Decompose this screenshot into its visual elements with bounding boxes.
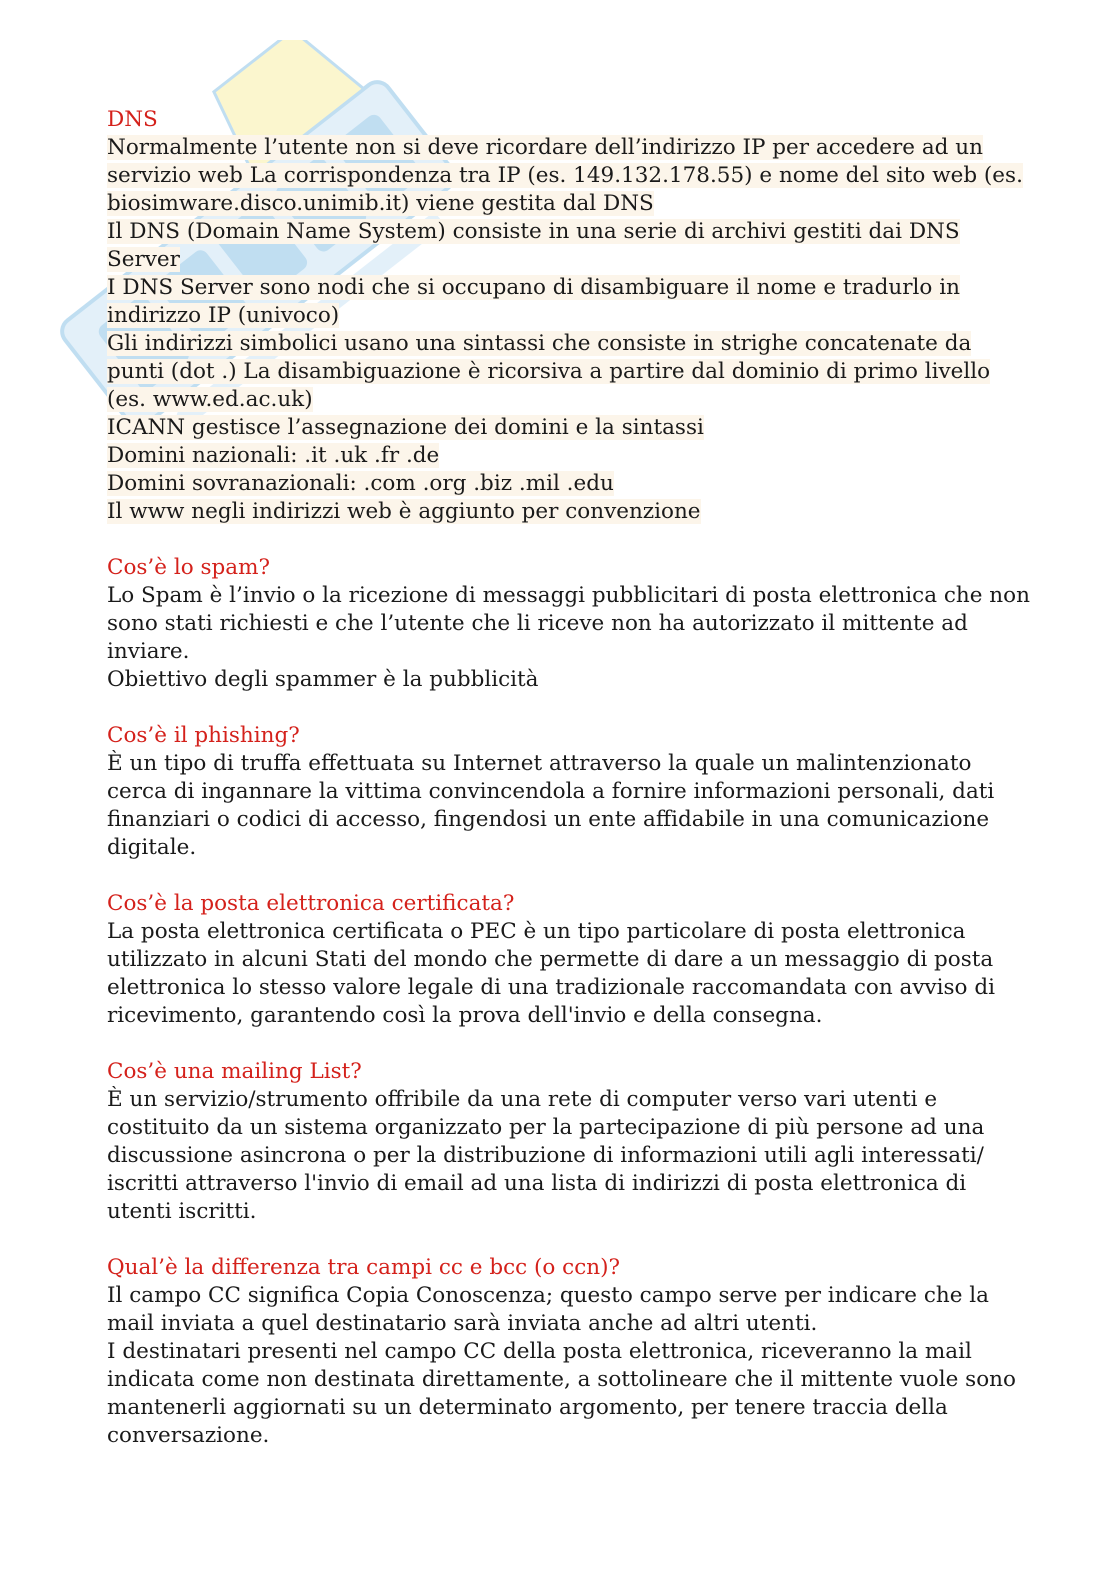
text-line: I DNS Server sono nodi che si occupano di disambiguare il nome e tradurlo in xyxy=(107,275,960,300)
text-line: costituito da un sistema organizzato per la partecipazione di più persone ad una xyxy=(107,1115,985,1140)
section-heading: DNS xyxy=(107,107,158,132)
text-line: cerca di ingannare la vittima convincendola a fornire informazioni personali, dati xyxy=(107,779,995,804)
text-line: Il DNS (Domain Name System) consiste in una serie di archivi gestiti dai DNS xyxy=(107,219,960,244)
text-line: servizio web La corrispondenza tra IP (es. 149.132.178.55) e nome del sito web (es. xyxy=(107,163,1023,188)
text-line: discussione asincrona o per la distribuzione di informazioni utili agli interessati/ xyxy=(107,1143,984,1168)
text-line: È un servizio/strumento offribile da una rete di computer verso vari utenti e xyxy=(107,1087,938,1112)
text-line: mantenerli aggiornati su un determinato argomento, per tenere traccia della xyxy=(107,1395,948,1420)
text-line: punti (dot .) La disambiguazione è ricorsiva a partire dal dominio di primo livello xyxy=(107,359,991,384)
section-cc-bcc xyxy=(107,1254,1027,1450)
text-line: Domini sovranazionali: .com .org .biz .mil .edu xyxy=(107,471,614,496)
text-line: I destinatari presenti nel campo CC della posta elettronica, riceveranno la mail xyxy=(107,1339,972,1364)
text-line: ricevimento, garantendo così la prova dell'invio e della consegna. xyxy=(107,1003,823,1028)
text-line: sono stati richiesti e che l’utente che li riceve non ha autorizzato il mittente ad xyxy=(107,611,968,636)
text-line: digitale. xyxy=(107,835,197,860)
text-line: La posta elettronica certificata o PEC è un tipo particolare di posta elettronica xyxy=(107,919,966,944)
section-dns xyxy=(107,106,1027,526)
section-heading: Cos’è il phishing? xyxy=(107,723,300,748)
text-line: indicata come non destinata direttamente, a sottolineare che il mittente vuole sono xyxy=(107,1367,1016,1392)
text-line: utenti iscritti. xyxy=(107,1199,257,1224)
text-line: finanziari o codici di accesso, fingendosi un ente affidabile in una comunicazione xyxy=(107,807,990,832)
text-line: elettronica lo stesso valore legale di una tradizionale raccomandata con avviso di xyxy=(107,975,995,1000)
text-line: Lo Spam è l’invio o la ricezione di messaggi pubblicitari di posta elettronica che non xyxy=(107,583,1030,608)
text-line: (es. www.ed.ac.uk) xyxy=(107,387,313,412)
text-line: Obiettivo degli spammer è la pubblicità xyxy=(107,667,539,692)
section-heading: Cos’è una mailing List? xyxy=(107,1059,362,1084)
text-line: ICANN gestisce l’assegnazione dei domini e la sintassi xyxy=(107,415,704,440)
text-line: Il www negli indirizzi web è aggiunto per convenzione xyxy=(107,499,701,524)
document-content xyxy=(107,106,1030,1478)
text-line: Domini nazionali: .it .uk .fr .de xyxy=(107,443,440,468)
text-line: Normalmente l’utente non si deve ricordare dell’indirizzo IP per accedere ad un xyxy=(107,135,983,160)
section-heading: Qual’è la differenza tra campi cc e bcc (o ccn)? xyxy=(107,1255,621,1280)
text-line: inviare. xyxy=(107,639,190,664)
section-mailing-list xyxy=(107,1058,1027,1226)
text-line: utilizzato in alcuni Stati del mondo che permette di dare a un messaggio di posta xyxy=(107,947,994,972)
text-line: mail inviata a quel destinatario sarà inviata anche ad altri utenti. xyxy=(107,1311,818,1336)
text-line: indirizzo IP (univoco) xyxy=(107,303,340,328)
text-line: iscritti attraverso l'invio di email ad una lista di indirizzi di posta elettronica di xyxy=(107,1171,967,1196)
section-phishing xyxy=(107,722,1027,862)
text-line: conversazione. xyxy=(107,1423,270,1448)
text-line: biosimware.disco.unimib.it) viene gestita dal DNS xyxy=(107,191,654,216)
text-line: Il campo CC significa Copia Conoscenza; questo campo serve per indicare che la xyxy=(107,1283,990,1308)
text-line: Server xyxy=(107,247,180,272)
section-spam xyxy=(107,554,1030,694)
section-heading: Cos’è lo spam? xyxy=(107,555,271,580)
text-line: Gli indirizzi simbolici usano una sintassi che consiste in strighe concatenate da xyxy=(107,331,972,356)
text-line: È un tipo di truffa effettuata su Internet attraverso la quale un malintenzionato xyxy=(107,751,972,776)
section-heading: Cos’è la posta elettronica certificata? xyxy=(107,891,515,916)
section-pec xyxy=(107,890,1027,1030)
